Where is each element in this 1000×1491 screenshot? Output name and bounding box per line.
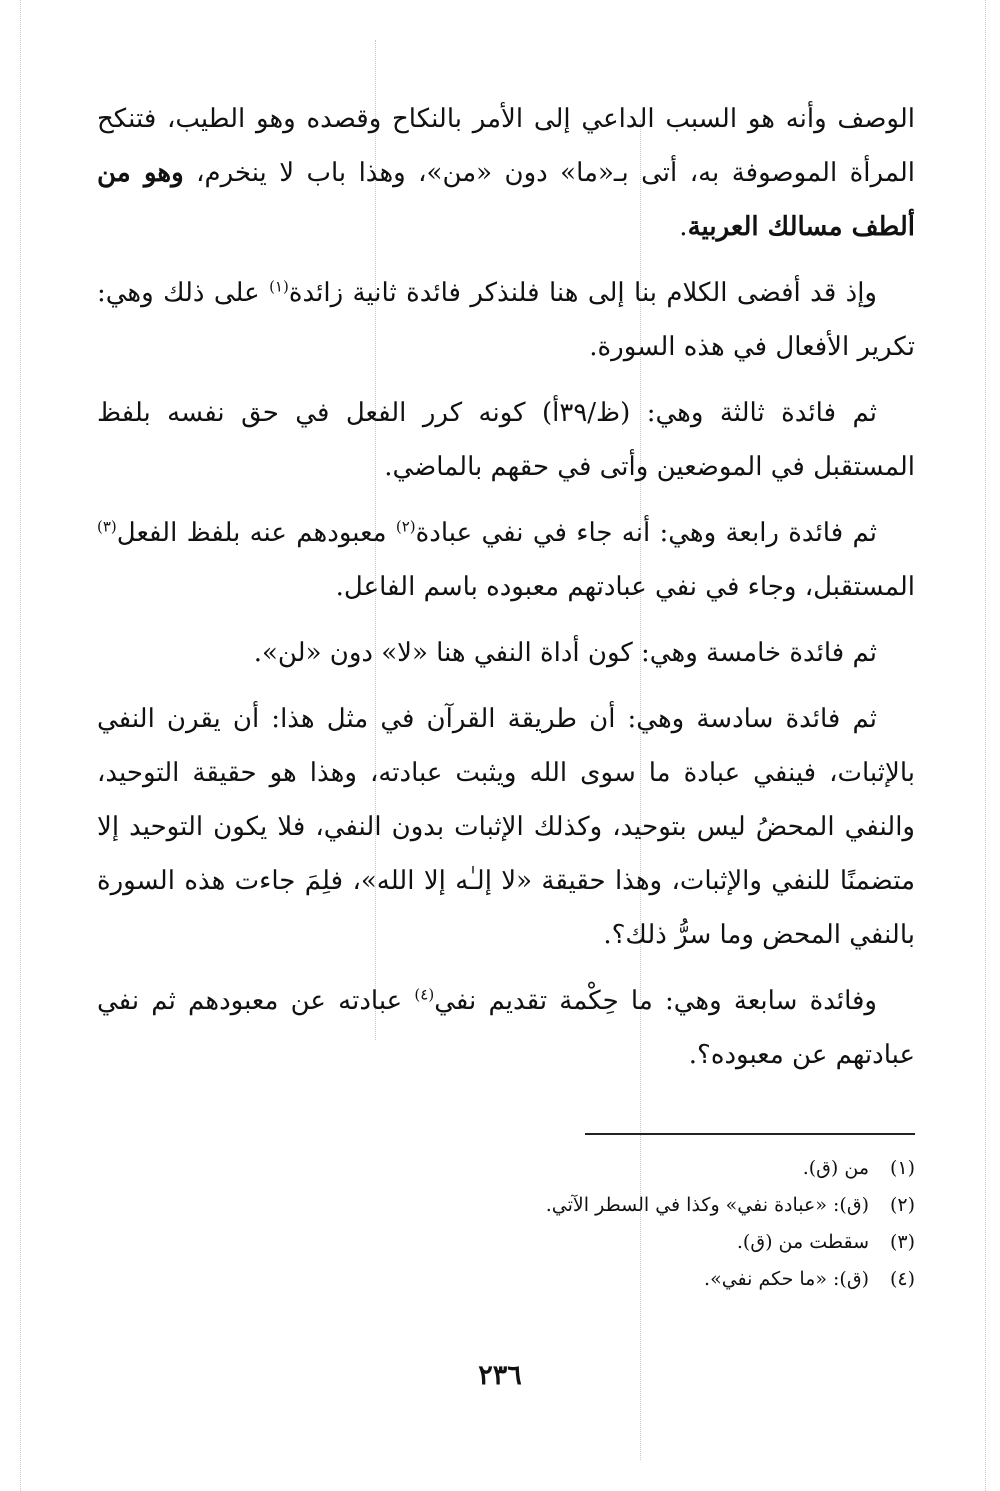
footnote bbox=[97, 1261, 915, 1298]
footnote-text: (ق): «عبادة نفي» وكذا في السطر الآتي. bbox=[545, 1194, 869, 1216]
footnote-marker: (٤) bbox=[414, 985, 435, 1004]
paragraph-3 bbox=[97, 386, 915, 494]
paragraph-text: ثم فائدة خامسة وهي: كون أداة النفي هنا «لا» دون «لن». bbox=[253, 638, 877, 668]
page-number: ٢٣٦ bbox=[478, 1360, 522, 1391]
paragraph-text: على ذلك وهي: تكرير الأفعال في هذه السورة. bbox=[97, 278, 915, 362]
footnote-marker: (١) bbox=[269, 277, 289, 296]
footnote-marker: (٢) bbox=[395, 517, 416, 536]
scan-guide-line bbox=[20, 0, 21, 1491]
paragraph-text: ثم فائدة ثالثة وهي: (ظ/٣٩أ) كونه كرر الفعل في حق نفسه بلفظ المستقبل في الموضعين وأتى في حقهم بالماضي. bbox=[97, 398, 915, 482]
footnote-number: (٣) bbox=[889, 1231, 915, 1253]
paragraph-text: . bbox=[679, 212, 688, 242]
paragraph-text: عبادته عن معبودهم ثم نفي عبادتهم عن معبوده؟. bbox=[97, 986, 915, 1070]
paragraph-7 bbox=[97, 974, 915, 1082]
footnote-text: من (ق). bbox=[802, 1157, 869, 1179]
paragraph-text: الوصف وأنه هو السبب الداعي إلى الأمر بالنكاح وقصده وهو الطيب، فتنكح المرأة الموصوفة به، أتى بـ«ما» دون «من»، وهذا باب لا ينخرم، bbox=[97, 104, 916, 188]
paragraph-5 bbox=[97, 626, 915, 680]
footnote-text: (ق): «ما حكم نفي». bbox=[704, 1268, 869, 1290]
footnote-number: (٢) bbox=[889, 1194, 915, 1216]
paragraph-text: ثم فائدة رابعة وهي: أنه جاء في نفي عبادة bbox=[415, 518, 877, 548]
paragraph-4 bbox=[97, 506, 915, 614]
paragraph-text: وفائدة سابعة وهي: ما حِكْمة تقديم نفي bbox=[434, 986, 877, 1016]
footnote-separator bbox=[585, 1133, 915, 1135]
footnote-number: (٤) bbox=[889, 1268, 915, 1290]
paragraph-2 bbox=[97, 266, 915, 374]
footnotes bbox=[97, 1150, 915, 1298]
bold-phrase: وهو من ألطف مسالك العربية bbox=[97, 158, 915, 242]
footnote-number: (١) bbox=[889, 1157, 915, 1179]
footnote-marker: (٣) bbox=[97, 517, 117, 536]
footnote bbox=[97, 1150, 915, 1187]
footnote bbox=[97, 1187, 915, 1224]
paragraph-text: وإذ قد أفضى الكلام بنا إلى هنا فلنذكر فائدة ثانية زائدة bbox=[288, 278, 877, 308]
paragraph-text: ثم فائدة سادسة وهي: أن طريقة القرآن في مثل هذا: أن يقرن النفي بالإثبات، فينفي عبادة ما سوى الله ويثبت عبادته، وهذا هو حقيقة التوحيد، والنفي المحضُ ليس بتوحيد، وكذلك الإثبات بدون النفي، فلا يكون التوحيد إلا متضمنًا للنفي والإثبات، وهذا حقيقة «لا إلـٰه إلا الله»، فلِمَ جاءت هذه السورة بالنفي المحض وما سرُّ ذلك؟. bbox=[97, 704, 915, 950]
paragraph-1 bbox=[97, 92, 915, 254]
footnote-text: سقطت من (ق). bbox=[736, 1231, 869, 1253]
scan-guide-line bbox=[985, 0, 986, 1491]
paragraph-text: معبودهم عنه بلفظ الفعل bbox=[116, 518, 396, 548]
paragraph-6 bbox=[97, 692, 915, 962]
page-body bbox=[97, 92, 915, 1094]
paragraph-text: المستقبل، وجاء في نفي عبادتهم معبوده باسم الفاعل. bbox=[335, 572, 915, 602]
footnote bbox=[97, 1224, 915, 1261]
